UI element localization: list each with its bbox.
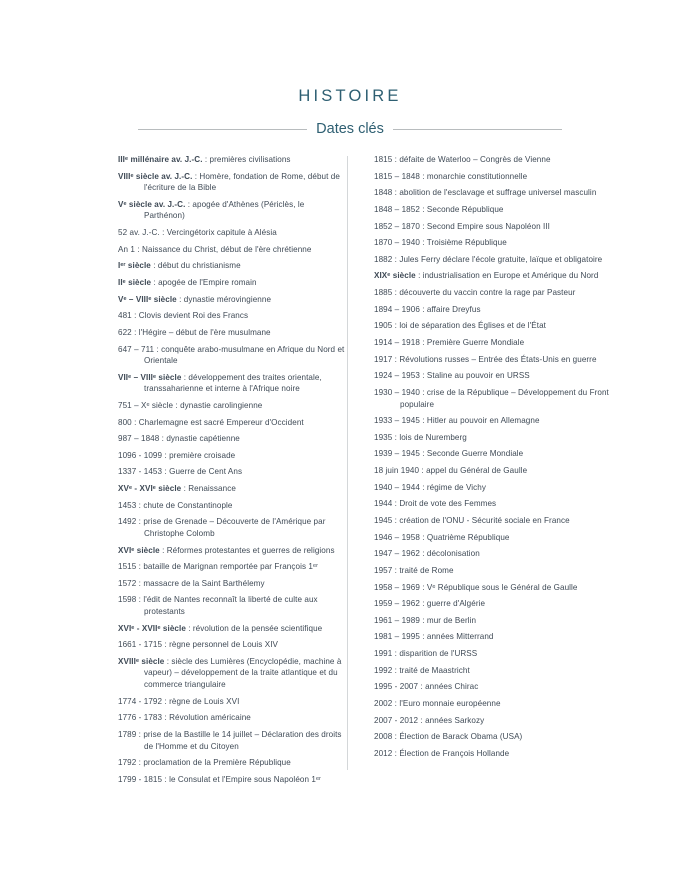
entry-description: : Seconde Guerre Mondiale: [419, 449, 524, 459]
entry-description: : monarchie constitutionnelle: [419, 171, 528, 181]
timeline-entry: [374, 515, 609, 527]
entry-date: 1981 – 1995: [374, 632, 420, 642]
timeline-entry: [374, 320, 609, 332]
timeline-entry: [374, 565, 609, 577]
timeline-entry: [118, 450, 347, 462]
entry-description: : Naissance du Christ, début de l'ère chrétienne: [134, 244, 312, 254]
entry-description: : règne de Louis XVI: [162, 696, 240, 706]
entry-description: : décolonisation: [419, 549, 480, 559]
entry-date: 1598: [118, 595, 137, 605]
entry-date: 2012: [374, 748, 393, 758]
entry-description: : traité de Maastricht: [392, 665, 470, 675]
entry-date: 1947 – 1962: [374, 549, 420, 559]
entry-description: : lois de Nuremberg: [392, 432, 467, 442]
rule-right: [393, 129, 562, 130]
entry-description: : dynastie mérovingienne: [176, 294, 272, 304]
timeline-entry: [374, 370, 609, 382]
timeline-entry: [118, 154, 347, 166]
entry-date: 1815 – 1848: [374, 171, 420, 181]
entry-date: 1870 – 1940: [374, 238, 420, 248]
entry-date: XIXᵉ siècle: [374, 271, 416, 281]
entry-date: 1848 – 1852: [374, 204, 420, 214]
timeline-entry: [118, 294, 347, 306]
entry-date: XVIIIᵉ siècle: [118, 656, 165, 666]
entry-description: : Droit de vote des Femmes: [392, 499, 497, 509]
entry-date: 1905: [374, 321, 393, 331]
entry-date: 1917: [374, 354, 393, 364]
entry-date: 1515: [118, 562, 137, 572]
entry-description: : disparition de l'URSS: [392, 649, 478, 659]
entry-description: : Second Empire sous Napoléon III: [419, 221, 550, 231]
entry-date: 1799 - 1815: [118, 774, 163, 784]
entry-date: 1924 – 1953: [374, 371, 420, 381]
timeline-entry: [374, 631, 609, 643]
entry-description: : conquête arabo-musulmane en Afrique du Nord et Orientale: [144, 344, 345, 366]
entry-date: 622: [118, 327, 132, 337]
timeline-entry: [374, 270, 609, 282]
timeline-entry: [118, 171, 347, 194]
entry-description: : abolition de l'esclavage et suffrage universel masculin: [392, 188, 597, 198]
entry-date: 1453: [118, 500, 137, 510]
entry-date: 1492: [118, 517, 137, 527]
timeline-entry: [118, 417, 347, 429]
timeline-entry: [374, 415, 609, 427]
entry-description: : Élection de Barack Obama (USA): [392, 732, 523, 742]
entry-description: : l'édit de Nantes reconnaît la liberté de culte aux protestants: [136, 595, 318, 617]
rule-left: [138, 129, 307, 130]
entry-description: : premières civilisations: [202, 155, 291, 164]
timeline-column-right: [374, 154, 609, 790]
entry-description: : l'Hégire – début de l'ère musulmane: [131, 327, 271, 337]
entry-description: : Staline au pouvoir en URSS: [419, 371, 530, 381]
entry-description: : apogée de l'Empire romain: [151, 277, 257, 287]
entry-date: IIᵉ siècle: [118, 277, 152, 287]
entry-description: : défaite de Waterloo – Congrès de Vienne: [392, 155, 551, 164]
timeline-entry: [374, 237, 609, 249]
timeline-entry: [118, 433, 347, 445]
entry-date: 1933 – 1945: [374, 416, 420, 426]
timeline-entry: [118, 712, 347, 724]
entry-date: 1848: [374, 188, 393, 198]
entry-description: : début du christianisme: [150, 261, 241, 271]
entry-description: : Seconde République: [419, 204, 504, 214]
timeline-entry: [118, 545, 347, 557]
timeline-entry: [118, 400, 347, 412]
entry-date: 1774 - 1792: [118, 696, 163, 706]
entry-date: 1885: [374, 288, 393, 298]
timeline-entry: [118, 623, 347, 635]
timeline-entry: [374, 748, 609, 760]
entry-description: : années Sarkozy: [418, 715, 485, 725]
entry-date: 1882: [374, 254, 393, 264]
timeline-entry: [118, 260, 347, 272]
timeline-entry: [118, 774, 347, 786]
entry-date: 1661 - 1715: [118, 640, 163, 650]
entry-description: : crise de la République – Développement du Front populaire: [400, 387, 609, 409]
entry-description: : règne personnel de Louis XIV: [162, 640, 279, 650]
timeline-entry: [374, 598, 609, 610]
timeline-entry: [374, 154, 609, 166]
entry-date: 1958 – 1969: [374, 582, 420, 592]
timeline-entry: [118, 729, 347, 752]
entry-description: : Première Guerre Mondiale: [419, 338, 525, 348]
entry-description: : bataille de Marignan remportée par François 1ᵉʳ: [136, 562, 319, 572]
entry-date: 1935: [374, 432, 393, 442]
entry-date: 1930 – 1940: [374, 387, 420, 397]
entry-date: 1776 - 1783: [118, 713, 163, 723]
entry-description: : mur de Berlin: [419, 615, 477, 625]
timeline-entry: [374, 681, 609, 693]
timeline-entry: [374, 698, 609, 710]
entry-description: : Hitler au pouvoir en Allemagne: [419, 416, 540, 426]
timeline-columns: [0, 154, 700, 790]
entry-description: : loi de séparation des Églises et de l'État: [392, 321, 547, 331]
entry-date: 1939 – 1945: [374, 449, 420, 459]
timeline-entry: [118, 244, 347, 256]
entry-date: 1946 – 1958: [374, 532, 420, 542]
timeline-entry: [118, 466, 347, 478]
timeline-entry: [118, 696, 347, 708]
entry-date: Vᵉ siècle av. J.-C.: [118, 199, 186, 209]
timeline-entry: [118, 483, 347, 495]
entry-date: 1995 - 2007: [374, 682, 419, 692]
entry-date: 2007 - 2012: [374, 715, 419, 725]
entry-date: 1944: [374, 499, 393, 509]
timeline-entry: [374, 304, 609, 316]
entry-date: 2002: [374, 699, 393, 709]
timeline-entry: [374, 187, 609, 199]
timeline-entry: [374, 648, 609, 660]
timeline-entry: [118, 310, 347, 322]
entry-description: : Jules Ferry déclare l'école gratuite, laïque et obligatoire: [392, 254, 603, 264]
entry-description: : traité de Rome: [392, 565, 454, 575]
entry-description: : régime de Vichy: [419, 482, 486, 492]
entry-date: 1096 - 1099: [118, 450, 163, 460]
timeline-entry: [374, 498, 609, 510]
entry-description: : découverte du vaccin contre la rage par Pasteur: [392, 288, 576, 298]
entry-description: : industrialisation en Europe et Amérique du Nord: [415, 271, 599, 281]
entry-description: : siècle des Lumières (Encyclopédie, machine à vapeur) – développement de la traite atlantique et du commerce triangulaire: [144, 656, 342, 690]
entry-date: 1789: [118, 729, 137, 739]
entry-description: : Réformes protestantes et guerres de religions: [159, 545, 335, 555]
entry-date: 481: [118, 311, 132, 321]
entry-description: : Renaissance: [181, 484, 236, 494]
entry-description: : Révolution américaine: [162, 713, 251, 723]
timeline-entry: [374, 337, 609, 349]
timeline-entry: [118, 516, 347, 539]
entry-description: : l'Euro monnaie européenne: [392, 699, 501, 709]
entry-description: : développement des traites orientale, transsaharienne et interne à l'Afrique noire: [144, 372, 322, 394]
timeline-entry: [374, 548, 609, 560]
entry-description: : révolution de la pensée scientifique: [185, 623, 323, 633]
entry-description: : Élection de François Hollande: [392, 748, 510, 758]
entry-date: XVIᵉ siècle: [118, 545, 160, 555]
timeline-entry: [374, 731, 609, 743]
entry-description: : Vercingétorix capitule à Alésia: [159, 228, 277, 238]
entry-description: : prise de la Bastille le 14 juillet – Déclaration des droits de l'Homme et du Citoyen: [136, 729, 342, 751]
entry-date: IIIᵉ millénaire av. J.-C.: [118, 155, 203, 164]
page-title: HISTOIRE: [298, 87, 402, 105]
timeline-entry: [118, 639, 347, 651]
timeline-entry: [374, 287, 609, 299]
entry-description: : affaire Dreyfus: [419, 304, 481, 314]
entry-date: 1815: [374, 155, 393, 164]
timeline-entry: [374, 532, 609, 544]
timeline-entry: [118, 277, 347, 289]
entry-description: : prise de Grenade – Découverte de l'Amérique par Christophe Colomb: [136, 517, 326, 538]
timeline-entry: [374, 715, 609, 727]
entry-description: : années Mitterrand: [419, 632, 494, 642]
page-header: [0, 88, 700, 105]
entry-date: 1337 - 1453: [118, 467, 163, 477]
timeline-entry: [374, 254, 609, 266]
entry-description: : Vᵉ République sous le Général de Gaulle: [419, 582, 578, 592]
entry-description: : Charlemagne est sacré Empereur d'Occident: [131, 417, 304, 427]
entry-date: VIIᵉ – VIIIᵉ siècle: [118, 372, 182, 382]
entry-date: 1991: [374, 649, 393, 659]
entry-description: : massacre de la Saint Barthélemy: [136, 578, 265, 588]
timeline-entry: [118, 372, 347, 395]
timeline-entry: [118, 344, 347, 367]
entry-description: : Guerre de Cent Ans: [162, 467, 243, 477]
timeline-entry: [118, 656, 347, 691]
entry-description: : Homère, fondation de Rome, début de l'écriture de la Bible: [144, 171, 340, 193]
entry-date: 987 – 1848: [118, 434, 160, 444]
entry-date: 647 – 711: [118, 344, 155, 354]
entry-date: 2008: [374, 732, 393, 742]
entry-description: : guerre d'Algérie: [419, 599, 486, 609]
entry-description: : création de l'ONU - Sécurité sociale en France: [392, 516, 570, 525]
entry-date: VIIIᵉ siècle av. J.-C.: [118, 171, 193, 181]
subtitle-row: [138, 122, 562, 137]
entry-date: XVIᵉ - XVIIᵉ siècle: [118, 623, 186, 633]
entry-date: 1914 – 1918: [374, 338, 420, 348]
timeline-entry: [374, 465, 609, 477]
entry-date: Iᵉʳ siècle: [118, 261, 151, 271]
entry-date: 1957: [374, 565, 393, 575]
timeline-entry: [118, 594, 347, 617]
page-subtitle: Dates clés: [316, 121, 384, 137]
entry-description: : Clovis devient Roi des Francs: [131, 311, 249, 321]
timeline-entry: [374, 482, 609, 494]
timeline-entry: [118, 227, 347, 239]
timeline-entry: [374, 665, 609, 677]
entry-date: An 1: [118, 244, 135, 254]
timeline-entry: [118, 561, 347, 573]
entry-date: 1940 – 1944: [374, 482, 420, 492]
entry-description: : dynastie capétienne: [159, 434, 240, 444]
timeline-entry: [118, 578, 347, 590]
entry-date: 1992: [374, 665, 393, 675]
timeline-entry: [118, 199, 347, 222]
entry-description: : chute de Constantinople: [136, 500, 233, 510]
entry-description: : apogée d'Athènes (Périclès, le Parthénon): [144, 199, 305, 221]
entry-date: 1961 – 1989: [374, 615, 420, 625]
timeline-entry: [374, 582, 609, 594]
entry-description: : Troisième République: [419, 238, 507, 248]
timeline-entry: [374, 171, 609, 183]
timeline-entry: [374, 387, 609, 410]
entry-description: : le Consulat et l'Empire sous Napoléon 1ᵉʳ: [162, 774, 322, 784]
timeline-entry: [374, 354, 609, 366]
entry-description: : années Chirac: [418, 682, 479, 692]
timeline-column-left: [118, 154, 351, 790]
entry-description: : appel du Général de Gaulle: [419, 466, 528, 476]
entry-date: 1852 – 1870: [374, 221, 420, 231]
entry-date: 800: [118, 417, 132, 427]
timeline-entry: [118, 327, 347, 339]
entry-date: 18 juin 1940: [374, 466, 420, 476]
entry-date: Vᵉ – VIIIᵉ siècle: [118, 294, 177, 304]
timeline-entry: [374, 615, 609, 627]
entry-date: XVᵉ - XVIᵉ siècle: [118, 484, 182, 494]
entry-description: : Révolutions russes – Entrée des États-Unis en guerre: [392, 354, 597, 364]
timeline-entry: [374, 221, 609, 233]
entry-date: 1894 – 1906: [374, 304, 420, 314]
entry-description: : proclamation de la Première République: [136, 758, 291, 768]
entry-date: 52 av. J.-C.: [118, 228, 160, 238]
entry-description: : dynastie carolingienne: [173, 400, 263, 410]
entry-date: 1959 – 1962: [374, 599, 420, 609]
entry-date: 1945: [374, 516, 393, 525]
entry-date: 1792: [118, 758, 137, 768]
timeline-entry: [374, 448, 609, 460]
entry-date: 751 – Xᵉ siècle: [118, 400, 174, 410]
entry-date: 1572: [118, 578, 137, 588]
timeline-entry: [118, 757, 347, 769]
entry-description: : Quatrième République: [419, 532, 510, 542]
timeline-entry: [118, 500, 347, 512]
timeline-entry: [374, 204, 609, 216]
timeline-entry: [374, 432, 609, 444]
entry-description: : première croisade: [162, 450, 236, 460]
